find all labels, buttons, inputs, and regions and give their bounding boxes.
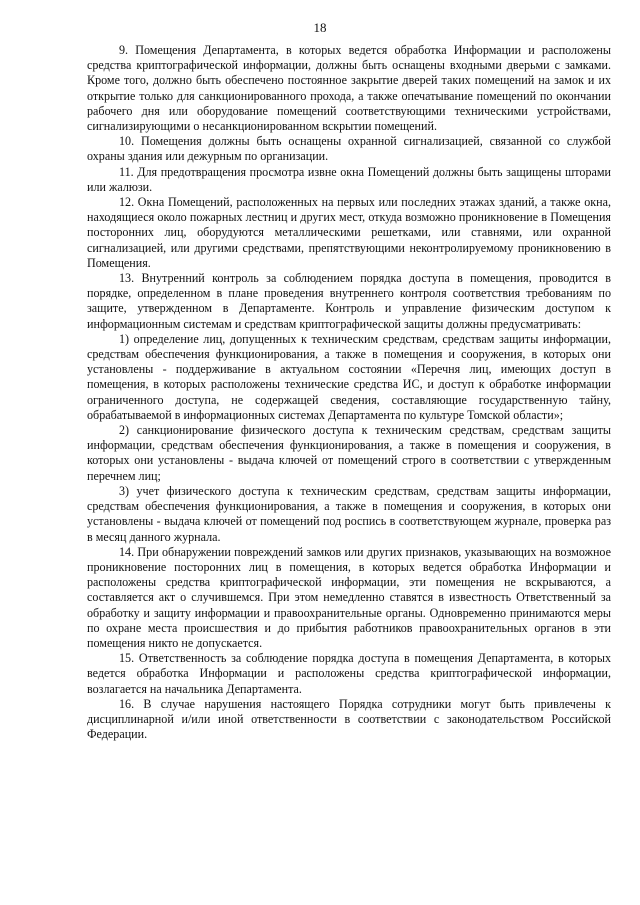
paragraph-11: 11. Для предотвращения просмотра извне окна Помещений должны быть защищены шторами или жалюзи. <box>87 164 611 194</box>
paragraph-16: 16. В случае нарушения настоящего Порядка сотрудники могут быть привлечены к дисциплинарной и/или иной ответственности в соответствии с законодательством Российской Федерации. <box>87 696 611 742</box>
paragraph-9: 9. Помещения Департамента, в которых ведется обработка Информации и расположены средства криптографической информации, должны быть оснащены входными дверьми с замками. Кроме того, должно быть обеспечено постоянное закрытие дверей таких помещений на замок и их открытие только для санкционированного прохода, а также опечатывание помещений по окончании рабочего дня или оборудование помещений соответствующими техническими устройствами, сигнализирующими о несанкционированном вскрытии помещений. <box>87 43 611 134</box>
paragraph-13-item-2: 2) санкционирование физического доступа к техническим средствам, средствам защиты информации, средствам обеспечения функционирования, а также в помещения и сооружения, в которых они установлены - выдача ключей от помещений строго в соответствии с утвержденным перечнем лиц; <box>87 423 611 483</box>
paragraph-12: 12. Окна Помещений, расположенных на первых или последних этажах зданий, а также окна, находящиеся около пожарных лестниц и других мест, откуда возможно проникновение в Помещения посторонних лиц, оборудуются металлическими решетками, или ставнями, или охранной сигнализацией, или другими средствами, препятствующими неконтролируемому проникновению в Помещения. <box>87 195 611 270</box>
paragraph-10: 10. Помещения должны быть оснащены охранной сигнализацией, связанной со службой охраны здания или дежурным по организации. <box>87 134 611 164</box>
paragraph-14: 14. При обнаружении повреждений замков или других признаков, указывающих на возможное проникновение посторонних лиц в помещения, в которых ведется обработка Информации и расположены средства криптографической информации, эти помещения не вскрываются, а составляется акт о случившемся. При этом немедленно ставятся в известность Ответственный за обработку и защиту информации и правоохранительные органы. Одновременно принимаются меры по охране места происшествия и до прибытия работников правоохранительных органов в эти помещения никто не допускается. <box>87 544 611 650</box>
paragraph-15: 15. Ответственность за соблюдение порядка доступа в помещения Департамента, в которых ведется обработка Информации и расположены средства криптографической информации, возлагается на начальника Департамента. <box>87 651 611 696</box>
paragraph-13-item-1: 1) определение лиц, допущенных к техническим средствам, средствам защиты информации, средствам обеспечения функционирования, а также в помещения и сооружения, в которых они установлены - поддерживание в актуальном состоянии «Перечня лиц, имеющих доступ в помещения, в которых расположены технические средства ИС, и доступ к обработке информации ограниченного доступа, не содержащей сведения, составляющие государственную тайну, обрабатываемой в информационных системах Департамента по культуре Томской области»; <box>87 331 611 422</box>
paragraph-13: 13. Внутренний контроль за соблюдением порядка доступа в помещения, проводится в порядке, определенном в плане проведения внутреннего контроля соответствия требованиям по защите, утвержденном в Департаменте. Контроль и управление физическим доступом к информационным системам и средствам криптографической защиты должны предусматривать: <box>87 271 611 331</box>
document-body <box>87 43 611 742</box>
page-number: 18 <box>313 20 327 35</box>
paragraph-13-item-3: 3) учет физического доступа к техническим средствам, средствам защиты информации, средствам обеспечения функционирования, а также в помещения и сооружения, в которых они установлены - выдача ключей от помещений под роспись в соответствующем журнале, проверка раз в месяц данного журнала. <box>87 483 611 544</box>
